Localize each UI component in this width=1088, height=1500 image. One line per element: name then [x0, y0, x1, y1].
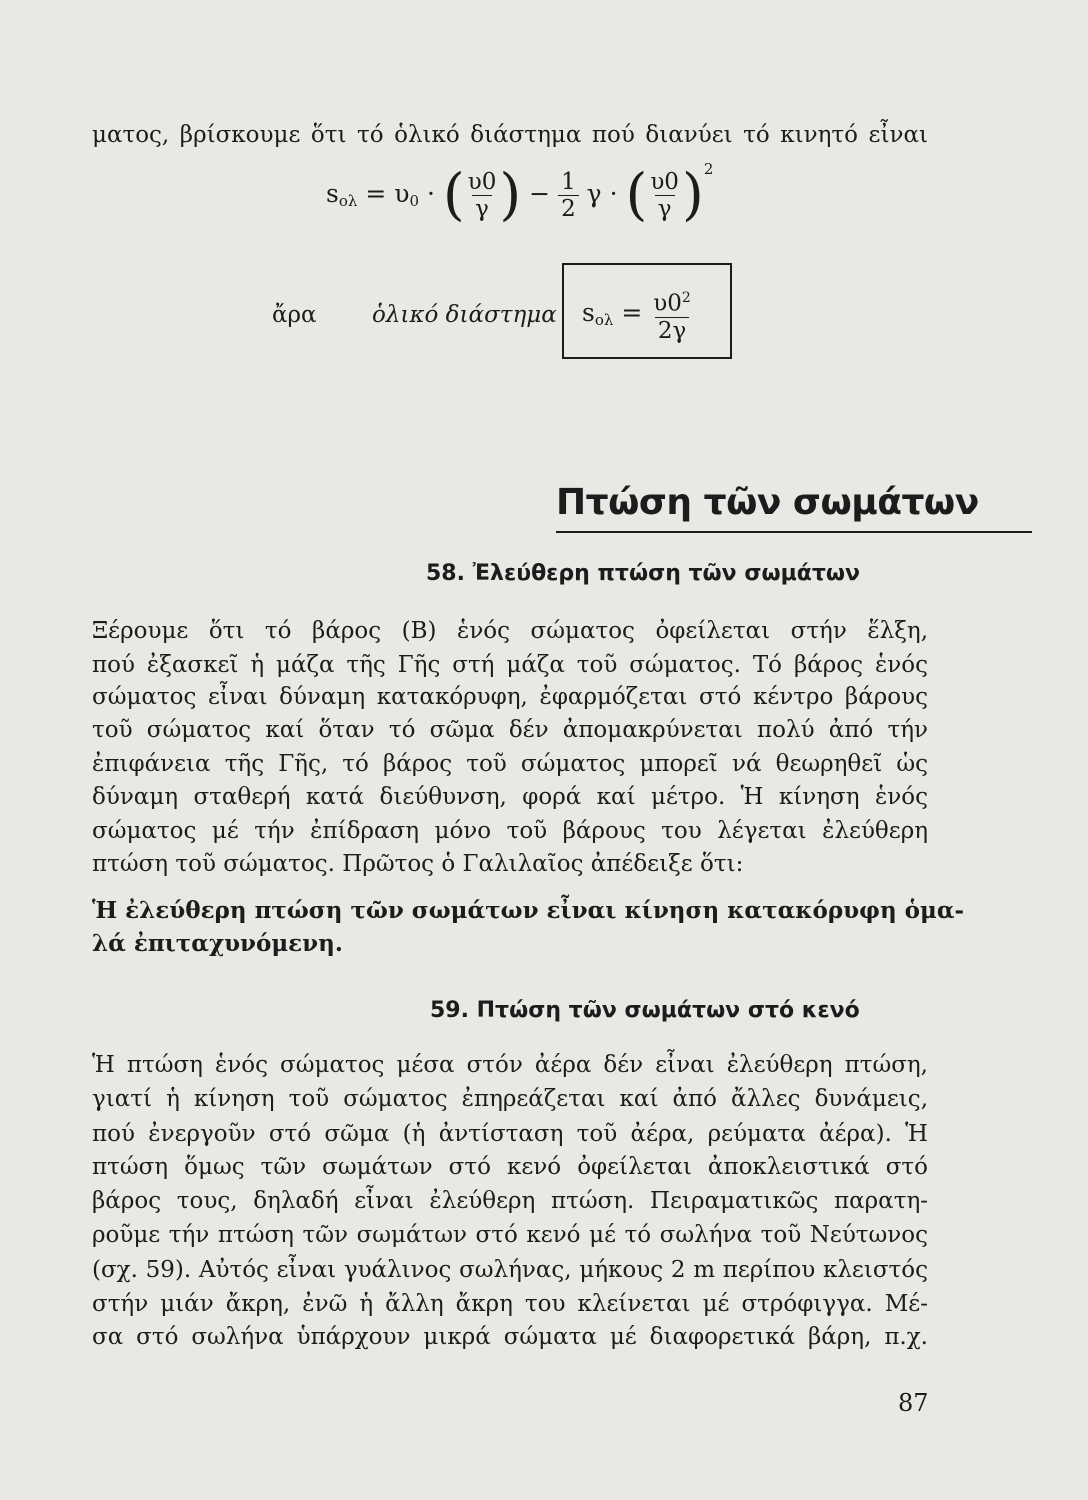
- galileo-law: Ἡ ἐλεύθερη πτώση τῶν σωμάτων εἶναι κίνηση κατακόρυφη ὁμα-: [92, 897, 965, 924]
- eq-equals: =: [365, 179, 387, 208]
- galileo-law: λά ἐπιταχυνόμενη.: [92, 930, 343, 957]
- section-58-line: δύναμη σταθερή κατά διεύθυνση, φορά καί μέτρο. Ἡ κίνηση ἑνός: [92, 784, 928, 810]
- eq-exponent: 2: [703, 160, 714, 178]
- section-58-line: σώματος εἶναι δύναμη κατακόρυφη, ἐφαρμόζεται στό κέντρο βάρους: [92, 684, 928, 710]
- eq-fraction-v0-over-gamma-2: $\frac{\upsilon 0}{\gamma}$: [650, 169, 679, 222]
- section-59-line: στήν μιάν ἄκρη, ἐνῶ ἡ ἄλλη ἄκρη του κλείνεται μέ στρόφιγγα. Μέ-: [92, 1291, 928, 1317]
- eq-dot-2: ·: [609, 179, 618, 208]
- section-59-line: πού ἐνεργοῦν στό σῶμα (ἡ ἀντίσταση τοῦ ἀέρα, ρεύματα ἀέρα). Ἡ: [92, 1121, 928, 1147]
- section-59-line: βάρος τους, δηλαδή εἶναι ἐλεύθερη πτώση. Πειραματικῶς παρατη-: [92, 1188, 928, 1214]
- result-label-total-distance: ὁλικό διάστημα: [372, 302, 557, 328]
- section-58-line: πού ἐξασκεῖ ἡ μάζα τῆς Γῆς στή μάζα τοῦ σώματος. Τό βάρος ἑνός: [92, 652, 928, 678]
- result-label-ara: ἄρα: [272, 302, 317, 328]
- intro-line: ματος, βρίσκουμε ὅτι τό ὁλικό διάστημα πού διανύει τό κινητό εἶναι: [92, 122, 928, 148]
- section-58-line: Ξέρουμε ὅτι τό βάρος (Β) ἑνός σώματος ὀφείλεται στήν ἕλξη,: [92, 618, 928, 644]
- eq-minus: −: [529, 179, 551, 208]
- chapter-title: Πτώση τῶν σωμάτων: [556, 482, 979, 523]
- section-59-line: σα στό σωλήνα ὑπάρχουν μικρά σώματα μέ διαφορετικά βάρη, π.χ.: [92, 1324, 928, 1350]
- section-58-line: ἐπιφάνεια τῆς Γῆς, τό βάρος τοῦ σώματος μπορεῖ νά θεωρηθεῖ ὡς: [92, 751, 928, 777]
- eq-v0: $\upsilon_0$: [394, 179, 419, 210]
- right-paren-2: ): [681, 162, 704, 228]
- section-58-line: σώματος μέ τήν ἐπίδραση μόνο τοῦ βάρους του λέγεται ἐλεύθερη: [92, 818, 928, 844]
- section-59-line: γιατί ἡ κίνηση τοῦ σώματος ἐπηρεάζεται καί ἀπό ἄλλες δυνάμεις,: [92, 1086, 928, 1112]
- chapter-divider: [556, 531, 1032, 533]
- right-paren: ): [499, 162, 522, 228]
- result-fraction: $\frac{\upsilon 0^2}{2\gamma}$: [653, 290, 691, 344]
- eq-fraction-v0-over-gamma: $\frac{\upsilon 0}{\gamma}$: [467, 169, 497, 222]
- result-equation: $s_{o\lambda}$ = $\frac{\upsilon 0^2}{2\gamma}$: [582, 285, 694, 344]
- eq-fraction-one-half: $\frac{1}{2}$: [558, 169, 579, 222]
- section-59-line: ροῦμε τήν πτώση τῶν σωμάτων στό κενό μέ τό σωλήνα τοῦ Νεύτωνος: [92, 1222, 928, 1248]
- section-58-heading: 58. Ἐλεύθερη πτώση τῶν σωμάτων: [426, 561, 861, 586]
- left-paren: (: [442, 162, 465, 228]
- section-59-heading: 59. Πτώση τῶν σωμάτων στό κενό: [430, 998, 860, 1023]
- eq-dot: ·: [426, 179, 435, 208]
- page-number: 87: [898, 1389, 929, 1417]
- section-58-line: πτώση τοῦ σώματος. Πρῶτος ὁ Γαλιλαῖος ἀπέδειξε ὅτι:: [92, 851, 744, 877]
- section-59-line: Ἡ πτώση ἑνός σώματος μέσα στόν ἀέρα δέν εἶναι ἐλεύθερη πτώση,: [92, 1052, 928, 1078]
- equation-total-distance: [326, 160, 714, 228]
- eq-gamma: γ: [586, 179, 602, 208]
- eq-lhs: $s_{o\lambda}$: [326, 179, 358, 210]
- section-58-line: τοῦ σώματος καί ὅταν τό σῶμα δέν ἀπομακρύνεται πολύ ἀπό τήν: [92, 717, 928, 743]
- section-59-line: (σχ. 59). Αὐτός εἶναι γυάλινος σωλήνας, μήκους 2 m περίπου κλειστός: [92, 1257, 928, 1283]
- left-paren-2: (: [625, 162, 648, 228]
- section-59-line: πτώση ὅμως τῶν σωμάτων στό κενό ὀφείλεται ἀποκλειστικά στό: [92, 1154, 928, 1180]
